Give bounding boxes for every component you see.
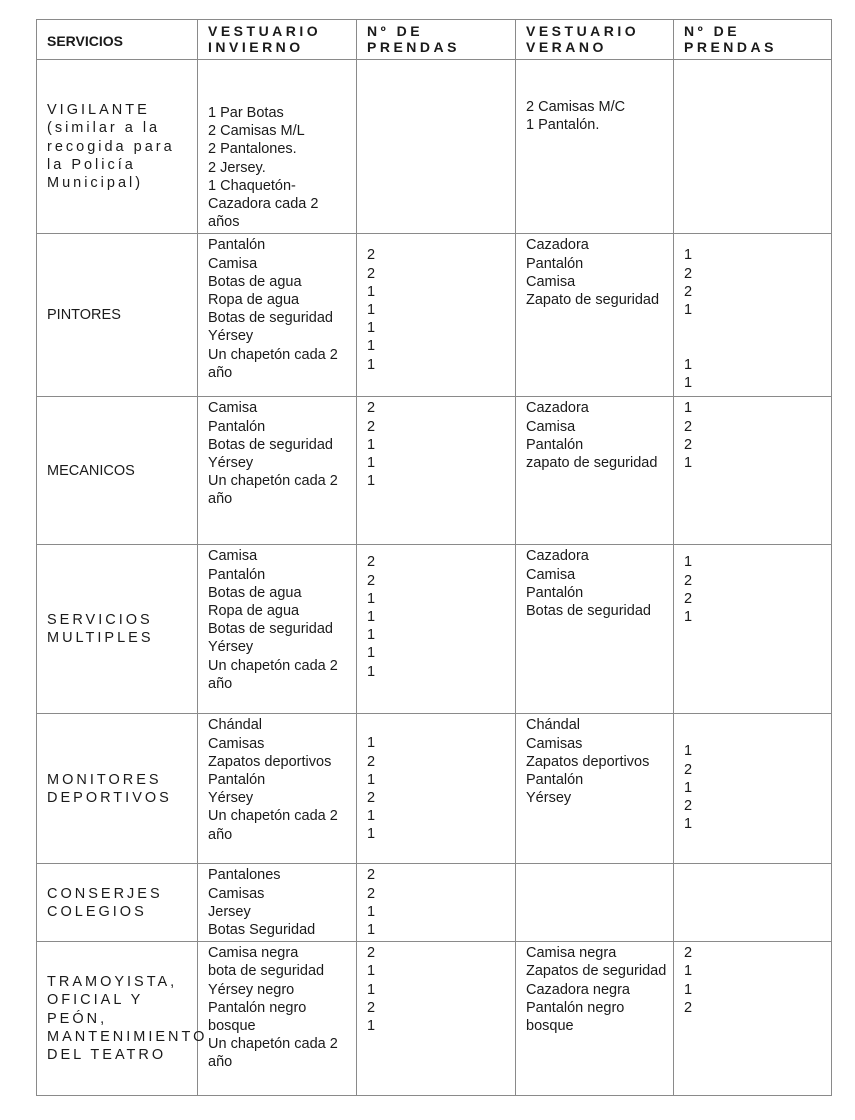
table-row [37, 397, 832, 545]
winter-clothing: Camisa negra bota de seguridad Yérsey negro Pantalón negro bosque Un chapetón cada 2 año [198, 942, 357, 1096]
summer-count: 2 1 1 2 [674, 942, 832, 1096]
header-vestuario-invierno: VESTUARIO INVIERNO [198, 20, 357, 60]
summer-count: 1 2 1 2 1 [674, 714, 832, 864]
winter-count: 2 2 1 1 1 1 1 [357, 234, 516, 397]
winter-count [357, 60, 516, 234]
summer-clothing: Cazadora Camisa Pantalón Botas de seguridad [516, 545, 674, 714]
winter-count: 2 1 1 2 1 [357, 942, 516, 1096]
service-name: MONITORES DEPORTIVOS [37, 714, 198, 864]
service-name: MECANICOS [37, 397, 198, 545]
table-row [37, 864, 832, 942]
winter-count: 2 2 1 1 [357, 864, 516, 942]
table-row [37, 714, 832, 864]
winter-clothing: Pantalón Camisa Botas de agua Ropa de agua Botas de seguridad Yérsey Un chapetón cada 2 año [198, 234, 357, 397]
table-row [37, 545, 832, 714]
winter-count: 2 2 1 1 1 [357, 397, 516, 545]
clothing-table [36, 19, 832, 1096]
summer-clothing: 2 Camisas M/C 1 Pantalón. [516, 60, 674, 234]
summer-count: 1 2 2 1 [674, 397, 832, 545]
summer-clothing: Cazadora Camisa Pantalón zapato de seguridad [516, 397, 674, 545]
table-header-row [37, 20, 832, 60]
table-row [37, 234, 832, 397]
summer-clothing: Cazadora Pantalón Camisa Zapato de seguridad [516, 234, 674, 397]
winter-clothing: Camisa Pantalón Botas de seguridad Yérsey Un chapetón cada 2 año [198, 397, 357, 545]
summer-clothing [516, 864, 674, 942]
table-row [37, 942, 832, 1096]
winter-count: 1 2 1 2 1 1 [357, 714, 516, 864]
summer-count [674, 864, 832, 942]
header-vestuario-verano: VESTUARIO VERANO [516, 20, 674, 60]
summer-count: 1 2 2 1 1 1 [674, 234, 832, 397]
header-n-prendas-invierno: Nº DE PRENDAS [357, 20, 516, 60]
service-name: SERVICIOS MULTIPLES [37, 545, 198, 714]
summer-count: 1 2 2 1 [674, 545, 832, 714]
service-name: TRAMOYISTA, OFICIAL Y PEÓN, MANTENIMIENTO DEL TEATRO [37, 942, 198, 1096]
header-servicios: SERVICIOS [37, 20, 198, 60]
header-n-prendas-verano: Nº DE PRENDAS [674, 20, 832, 60]
winter-clothing: Camisa Pantalón Botas de agua Ropa de agua Botas de seguridad Yérsey Un chapetón cada 2 año [198, 545, 357, 714]
winter-clothing: Chándal Camisas Zapatos deportivos Pantalón Yérsey Un chapetón cada 2 año [198, 714, 357, 864]
winter-count: 2 2 1 1 1 1 1 [357, 545, 516, 714]
service-name: PINTORES [37, 234, 198, 397]
summer-count [674, 60, 832, 234]
service-name: VIGILANTE (similar a la recogida para la Policía Municipal) [37, 60, 198, 234]
winter-clothing: Pantalones Camisas Jersey Botas Seguridad [198, 864, 357, 942]
summer-clothing: Chándal Camisas Zapatos deportivos Pantalón Yérsey [516, 714, 674, 864]
summer-clothing: Camisa negra Zapatos de seguridad Cazadora negra Pantalón negro bosque [516, 942, 674, 1096]
winter-clothing: 1 Par Botas 2 Camisas M/L 2 Pantalones. 2 Jersey. 1 Chaquetón-Cazadora cada 2 años [198, 60, 357, 234]
service-name: CONSERJES COLEGIOS [37, 864, 198, 942]
table-row [37, 60, 832, 234]
